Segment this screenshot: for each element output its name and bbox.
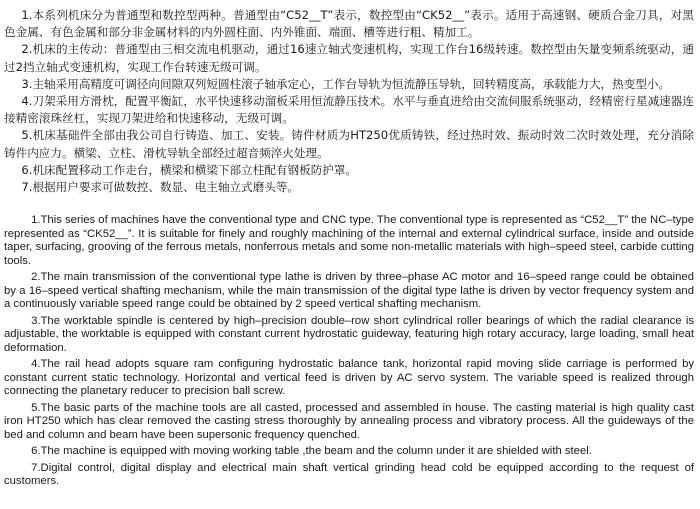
english-feature-5: 5.The basic parts of the machine tools are all casted, processed and assembled in house. The casting material is high quality cast iron HT250 which has clear removed the casting stress thoroughly by annealing process and vibratory process. All the guideways of the bed and column and beam have been supersonic frequency quenched.: [4, 401, 694, 441]
section-gap: [4, 196, 694, 214]
chinese-feature-list: [4, 7, 694, 196]
chinese-feature-2: 2.机床的主传动：普通型由三相交流电机驱动，通过16速立轴式变速机构，实现工作台16级转速。数控型由矢量变频系统驱动，通过2挡立轴式变速机构，实现工作台转速无级可调。: [4, 42, 694, 74]
chinese-feature-3: 3.主轴采用高精度可调径向间隙双列短圆柱滚子轴承定心，工作台导轨为恒流静压导轨，回转精度高，承载能力大，热变型小。: [21, 76, 671, 91]
chinese-feature-4: 4.刀架采用方滑枕，配置平衡缸，水平快速移动溜板采用恒流静压技术。水平与垂直进给由交流伺服系统驱动，经精密行星减速器连接精密滚珠丝杠，实现刀架进给和快速移动，无级可调。: [4, 94, 694, 126]
chinese-feature-1: 1.本系列机床分为普通型和数控型两种。普通型由“C52__T”表示，数控型由“CK52__”表示。适用于高速钢、硬质合金刀具，对黑色金属、有色金属和部分非金属材料的内外圆柱面、内外锥面、端面、槽等进行粗、精加工。: [4, 8, 694, 40]
english-feature-1: 1.This series of machines have the conventional type and CNC type. The conventional type is represented as “C52__T” the NC–type represented as “CK52__”. It is suitable for finely and roughly machining of the internal and external cylindrical surface, inside and outside taper, surfacing, grooving of the ferrous metals, nonferrous metals and some non-metallic materials with high–speed steel, carbide cutting tools.: [4, 214, 695, 267]
english-feature-4: 4.The rail head adopts square ram configuring hydrostatic balance tank, horizontal rapid moving slide carriage is performed by constant current static technology. Horizontal and vertical feed is driven by AC servo system. The variable speed is realized through connecting the planetary reducer to precision ball screw.: [4, 358, 694, 398]
english-feature-6: 6.The machine is equipped with moving working table ,the beam and the column under it are shielded with steel.: [31, 445, 592, 458]
english-feature-2: 2.The main transmission of the conventional type lathe is driven by three–phase AC motor and 16–speed range could be obtained by a 16–speed vertical shafting mechanism, while the main transmission of the digital type lathe is driven by vector frequency system and a continuously variable speed range could be obtained by 2 speed vertical shafting mechanism.: [4, 271, 694, 311]
english-feature-3: 3.The worktable spindle is centered by high–precision double–row short cylindrical roller bearings of which the radial clearance is adjustable, the worktable is equipped with constant current hydrostatic guideway, featuring high rotary accuracy, large loading, small heat deformation.: [4, 314, 694, 354]
chinese-feature-5: 5.机床基础件全部由我公司自行铸造、加工、安装。铸件材质为HT250优质铸铁，经过热时效、振动时效二次时效处理，充分消除铸件内应力。横梁、立柱、滑枕导轨全部经过超音频淬火处理。: [4, 128, 694, 160]
chinese-feature-7: 7.根据用户要求可做数控、数显、电主轴立式磨头等。: [21, 180, 300, 195]
chinese-feature-6: 6.机床配置移动工作走台，横梁和横梁下部立柱配有钢板防护罩。: [21, 162, 358, 177]
english-feature-list: [4, 214, 694, 489]
english-feature-7: 7.Digital control, digital display and electrical main shaft vertical grinding head cold be equipped according to the request of customers.: [4, 461, 694, 488]
